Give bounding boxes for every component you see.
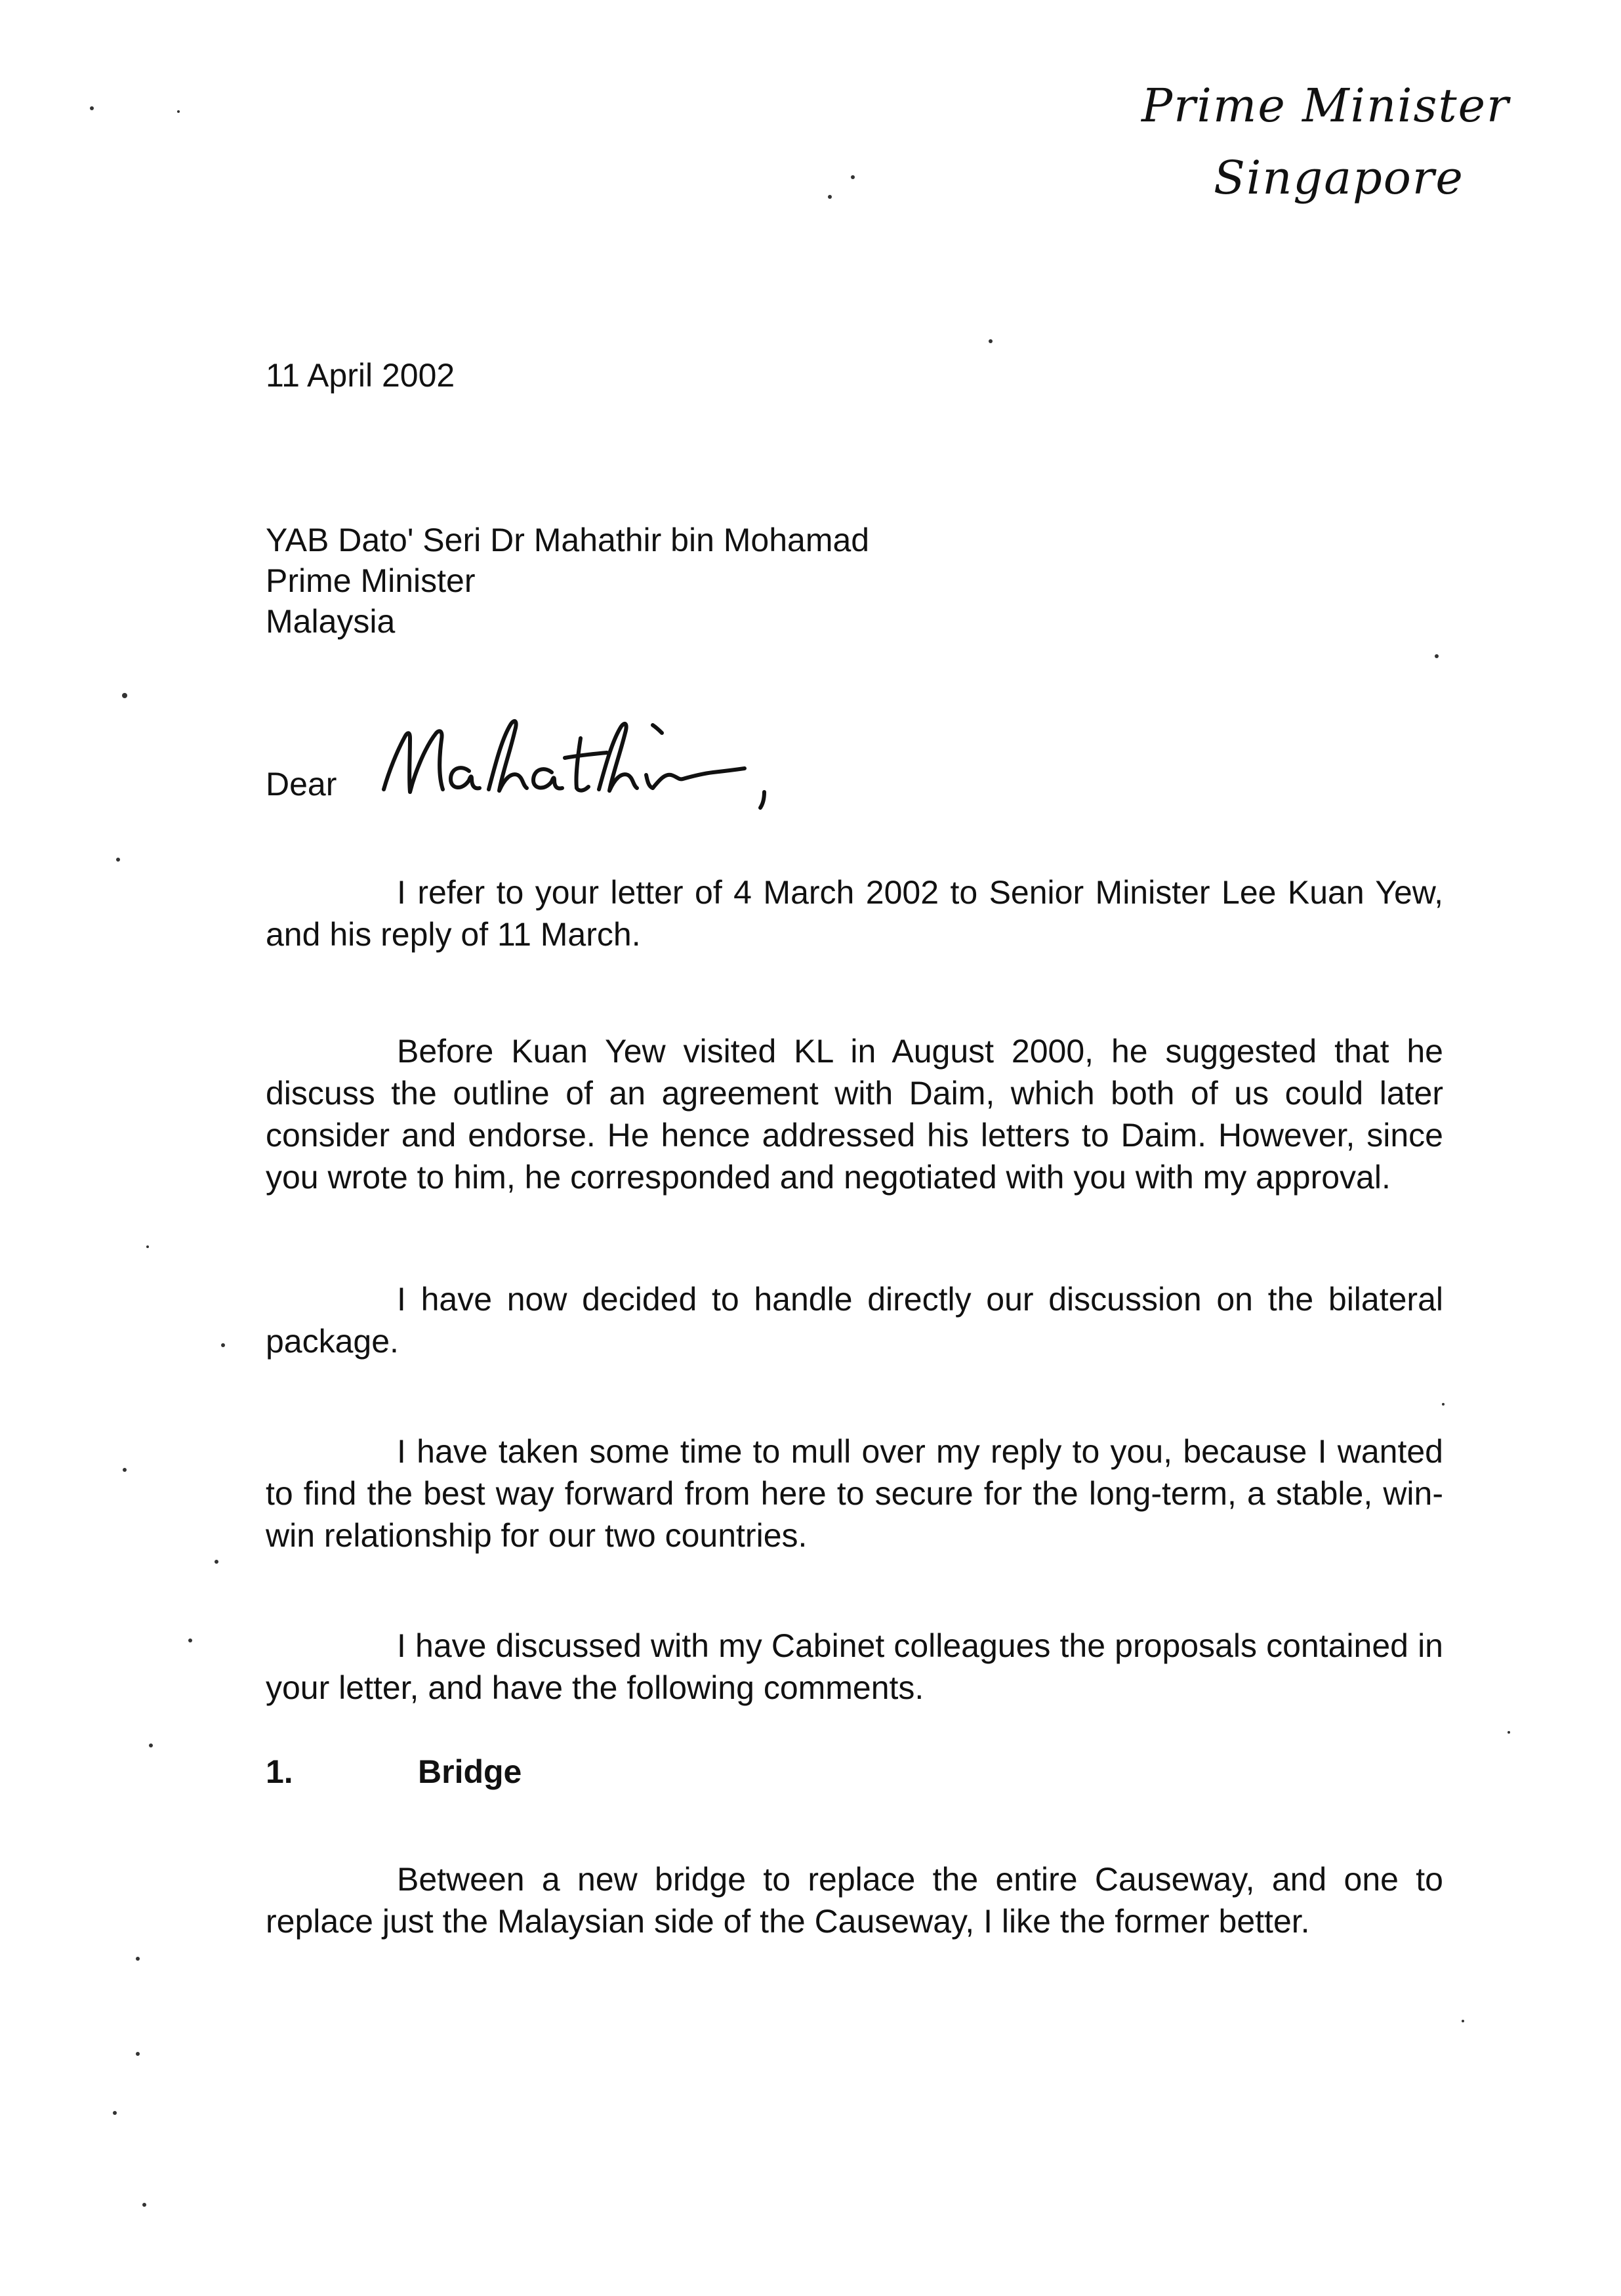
- paragraph-3: [266, 1278, 1443, 1362]
- paragraph-3-text: I have now decided to handle directly our discussion on the bilateral package.: [266, 1281, 1443, 1360]
- paragraph-4: [266, 1430, 1443, 1556]
- paragraph-bridge: [266, 1858, 1443, 1942]
- paragraph-1: [266, 871, 1443, 955]
- handwritten-name-signature: [371, 712, 777, 817]
- letter-date: 11 April 2002: [266, 357, 455, 394]
- addressee-block: [266, 520, 869, 642]
- addressee-title: Prime Minister: [266, 562, 476, 599]
- letterhead: [1141, 79, 1561, 230]
- paragraph-2: [266, 1030, 1443, 1198]
- letterhead-country: Singapore: [1214, 151, 1464, 205]
- section-heading-bridge: [266, 1751, 522, 1793]
- salutation-dear: Dear: [266, 766, 337, 803]
- salutation: [266, 712, 790, 830]
- paragraph-5-text: I have discussed with my Cabinet colleagues the proposals contained in your letter, and have the following comments.: [266, 1627, 1443, 1706]
- section-number: 1.: [266, 1753, 293, 1790]
- paragraph-2-text: Before Kuan Yew visited KL in August 2000, he suggested that he discuss the outline of an agreement with Daim, which both of us could later consider and endorse. He hence addressed his letters to Daim. However, since you wrote to him, he corresponded and negotiated with you with my approval.: [266, 1033, 1443, 1196]
- paragraph-1-text: I refer to your letter of 4 March 2002 to Senior Minister Lee Kuan Yew, and his reply of 11 March.: [266, 874, 1443, 953]
- section-title: Bridge: [418, 1753, 522, 1790]
- addressee-name: YAB Dato' Seri Dr Mahathir bin Mohamad: [266, 522, 870, 558]
- paragraph-bridge-text: Between a new bridge to replace the entire Causeway, and one to replace just the Malaysian side of the Causeway, I like the former better.: [266, 1861, 1443, 1940]
- letterhead-title: Prime Minister: [1141, 79, 1510, 133]
- paragraph-5: [266, 1625, 1443, 1709]
- paragraph-4-text: I have taken some time to mull over my reply to you, because I wanted to find the best way forward from here to secure for the long-term, a stable, win-win relationship for our two countries.: [266, 1433, 1443, 1554]
- addressee-country: Malaysia: [266, 603, 396, 640]
